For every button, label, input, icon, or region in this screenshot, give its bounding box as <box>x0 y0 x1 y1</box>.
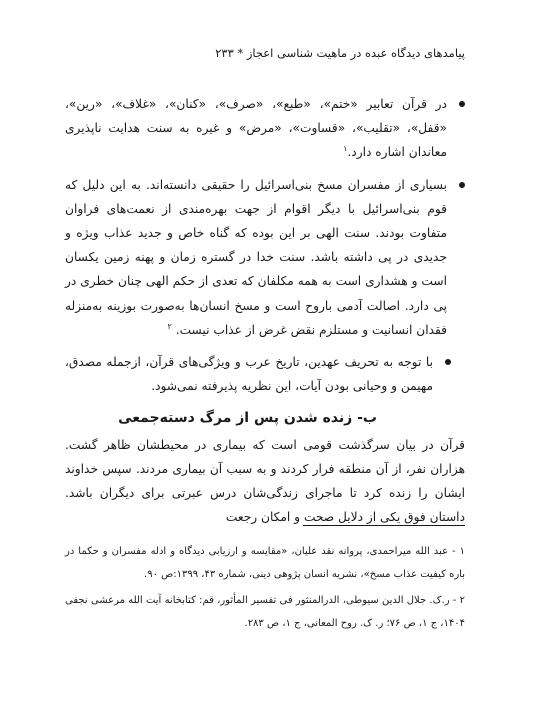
sub-bullet-text: با توجه به تحریف عهدین، تاریخ عرب و ویژگی‌های قرآن، ازجمله مصدق، مهیمن و وحیانی بودن آیات، این نظریه پذیرفته نمی‌شود. <box>65 355 433 394</box>
running-header: پیامدهای دیدگاه عبده در ماهیت شناسی اعجاز * ۲۳۳ <box>215 46 465 60</box>
bullet-dot-icon <box>459 182 465 188</box>
footnote-2: ۲ - ر.ک. جلال الدین سیوطی، الدرالمنثور فی تفسیر المأثور، قم: کتابخانه آیت الله مرعشی نجفی ۱۴۰۴، ج ۱، ص ۷۶؛ ر. ک. روح المعانی، ج ۱، ص ۲۸۳. <box>65 595 465 629</box>
bullet-dot-icon <box>445 359 451 365</box>
bullet-item <box>65 92 465 165</box>
bullet-text: در قرآن تعابیر «ختم»، «طبع»، «صرف»، «کنان»، «غلاف»، «رین»، «قفل»، «تقلیب»، «قساوت»، «مرض» و غیره به سنت هدایت ناپذیری معاندان اشاره دارد. <box>65 97 447 160</box>
footnotes <box>65 540 465 638</box>
section-heading: ب- زنده شدن پس از مرگ دسته‌جمعی <box>118 410 377 427</box>
section-paragraph: قرآن در بیان سرگذشت قومی است که بیماری در محیطشان ظاهر گشت. هزاران نفر، از آن منطقه فرار کردند و به سبب آن بیماری مردند. سپس خداوند ایشان را زنده کرد تا ماجرای زندگی‌شان درس عبرتی برای دیگران باشد. داستان فوق یکی از دلایل صحت و امکان رجعت <box>65 437 465 525</box>
bullet-item <box>65 173 465 342</box>
footnote-ref[interactable]: ۲ <box>167 321 172 331</box>
sub-bullet-item <box>65 350 465 398</box>
footnote-ref[interactable]: ۱ <box>343 144 348 154</box>
bullet-dot-icon <box>459 101 465 107</box>
footnote-1: ۱ - عبد الله میراحمدی، پروانه نقد علیان، «مقایسه و ارزیابی دیدگاه و ادله مفسران و حکما در باره کیفیت عذاب مسخ»، نشریه انسان پژوهی دینی، شماره ۴۳، ۱۳۹۹:ص ۹۰. <box>65 546 465 580</box>
footnote-divider <box>303 525 465 526</box>
main-text <box>65 92 465 529</box>
bullet-text: بسیاری از مفسران مسخ بنی‌اسرائیل را حقیقی دانسته‌اند. به این دلیل که قوم بنی‌اسرائیل با دیگر اقوام از جهت بهره‌مندی از نعمت‌های فراوان متفاوت بودند. سنت الهی بر این بوده که گناه خاص و جدید عذاب ویژه و جدیدی در پی داشته باشد. سنت خدا در گستره زمان و پهنه زمین یکسان است و هشداری است به همه مکلفان که تعدی از حکم الهی چنان خطری در پی دارد. اصالت آدمی باروح است و مسخ انسان‌ها به‌صورت بوزینه به‌منزله فقدان انسانیت و مستلزم نقض غرض از عذاب نیست. <box>65 177 447 337</box>
